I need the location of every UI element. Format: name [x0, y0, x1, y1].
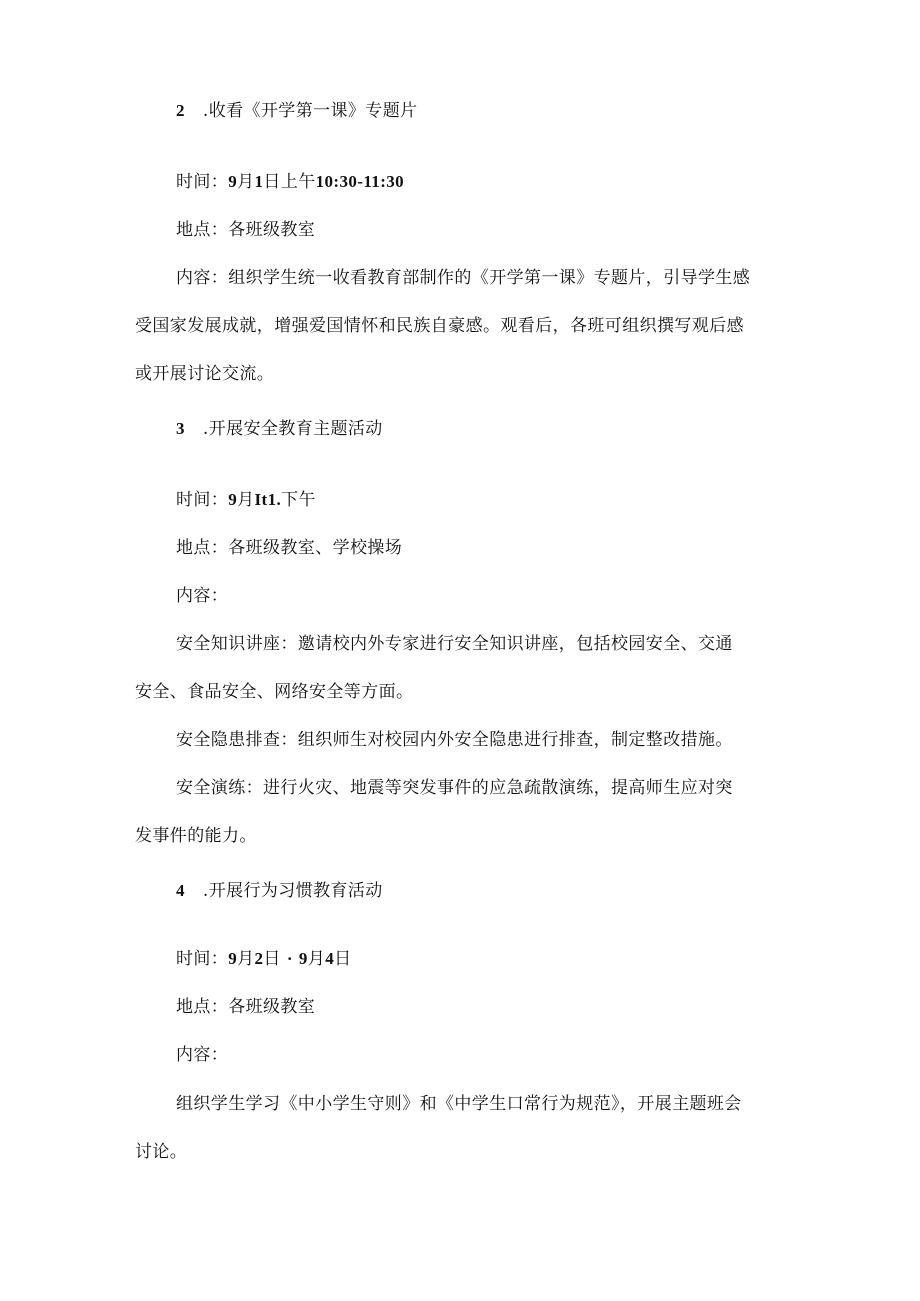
time-value: 月 [237, 172, 255, 192]
time-value: 月 [237, 949, 255, 969]
section-2-content-line-1: 内容：组织学生统一收看教育部制作的《开学第一课》专题片，引导学生感 [176, 268, 751, 288]
time-label: 时间： [176, 172, 229, 192]
hazard-inspection-line: 安全隐患排查：组织师生对校园内外安全隐患进行排查，制定整改措施。 [176, 730, 733, 750]
section-3-title: .开展安全教育主题活动 [202, 419, 383, 439]
behavior-study-line-2: 讨论。 [135, 1142, 188, 1162]
time-value: · [286, 949, 293, 968]
section-3-time [176, 489, 316, 511]
time-value: 日 [263, 949, 281, 969]
section-4-heading [176, 880, 383, 902]
time-value: 9 [228, 172, 238, 191]
behavior-study-line-1: 组织学生学习《中小学生守则》和《中学生口常行为规范》，开展主题班会 [176, 1094, 742, 1114]
time-value: 9 [228, 490, 238, 509]
time-value: 9 [228, 949, 238, 968]
section-3-number: 3 [176, 419, 185, 438]
time-label: 时间： [176, 949, 229, 969]
section-2-heading [176, 100, 418, 122]
section-3-place: 地点：各班级教室、学校操场 [176, 538, 403, 558]
section-4-number: 4 [176, 881, 185, 900]
time-value: 下午 [281, 490, 316, 510]
time-value: 2 [254, 949, 264, 968]
section-2-time [176, 171, 404, 193]
section-2-place: 地点：各班级教室 [176, 220, 316, 240]
safety-drill-line-1: 安全演练：进行火灾、地震等突发事件的应急疏散演练，提高师生应对突 [176, 778, 733, 798]
time-value: 月 [307, 949, 326, 969]
section-3-heading [176, 418, 383, 440]
section-2-content-line-2: 受国家发展成就，增强爱国情怀和民族自豪感。观看后，各班可组织撰写观后感 [135, 316, 744, 336]
section-3-content-label: 内容： [176, 586, 229, 606]
time-value: 月 [237, 490, 255, 510]
time-label: 时间： [176, 490, 229, 510]
safety-drill-line-2: 发事件的能力。 [135, 826, 257, 846]
time-value: It1. [254, 490, 282, 509]
time-value: 日上午 [263, 172, 316, 192]
time-value: 日 [334, 949, 352, 969]
time-value: 10:30-11:30 [315, 172, 405, 191]
time-value: 9 [298, 949, 308, 968]
section-4-place: 地点：各班级教室 [176, 997, 316, 1017]
safety-lecture-line-2: 安全、食品安全、网络安全等方面。 [135, 682, 414, 702]
section-2-content-line-3: 或开展讨论交流。 [135, 364, 275, 384]
safety-lecture-line-1: 安全知识讲座：邀请校内外专家进行安全知识讲座，包括校园安全、交通 [176, 634, 733, 654]
section-2-title: .收看《开学第一课》专题片 [202, 101, 418, 121]
section-4-time [176, 948, 352, 970]
section-4-content-label: 内容： [176, 1045, 229, 1065]
section-4-title: .开展行为习惯教育活动 [202, 881, 383, 901]
section-2-number: 2 [176, 101, 185, 120]
time-value: 1 [254, 172, 264, 191]
time-value: 4 [325, 949, 335, 968]
